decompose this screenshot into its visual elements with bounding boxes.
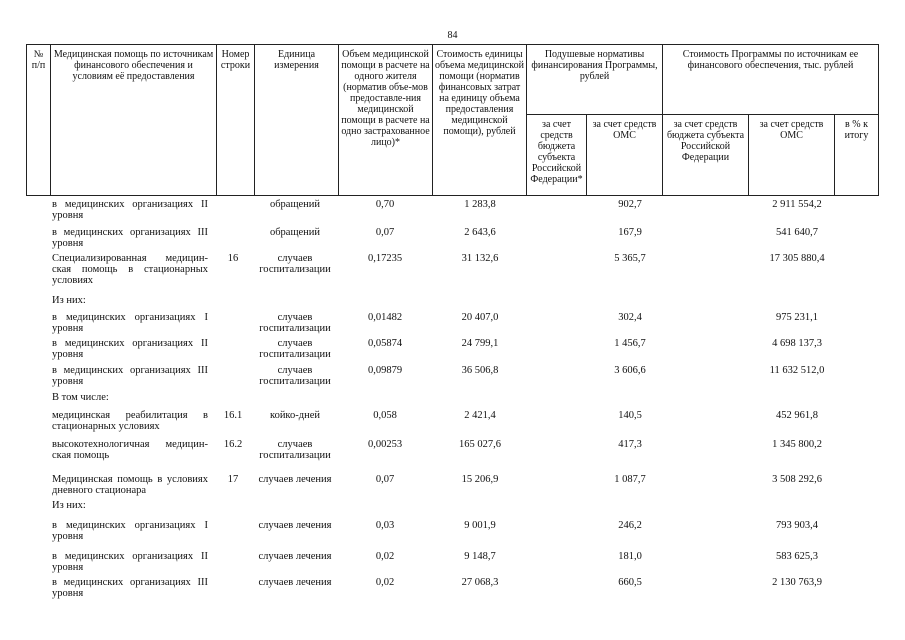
header-norms-oms: за счет средств ОМС xyxy=(587,115,663,196)
row-source-oms: 1 345 800,2 xyxy=(772,439,822,450)
row-name: в медицинских организациях II уровня xyxy=(52,199,208,221)
row-cost: 27 068,3 xyxy=(461,577,499,588)
header-norms-budget: за счет средств бюджета субъекта Российской Федерации* xyxy=(527,115,587,196)
row-cost: 15 206,9 xyxy=(461,474,499,485)
row-name: в медицинских организациях III уровня xyxy=(52,577,208,599)
row-name: в медицинских организациях II уровня xyxy=(52,551,208,573)
row-unit: случаев госпитализации xyxy=(259,365,331,387)
row-norm-oms: 5 365,7 xyxy=(614,253,646,264)
row-norm-oms: 302,4 xyxy=(618,312,642,323)
table-row xyxy=(0,439,905,469)
row-cost: 36 506,8 xyxy=(461,365,499,376)
row-number: 16.1 xyxy=(223,410,243,421)
row-norm-oms: 660,5 xyxy=(618,577,642,588)
row-norm-oms: 1 087,7 xyxy=(614,474,646,485)
row-unit: обращений xyxy=(269,199,321,210)
row-norm-oms: 140,5 xyxy=(618,410,642,421)
header-per-capita-norms: Подушевые нормативы финансирования Программы, рублей xyxy=(527,45,663,115)
row-source-oms: 2 911 554,2 xyxy=(772,199,822,210)
header-sources-oms: за счет средств ОМС xyxy=(749,115,835,196)
row-cost: 9 001,9 xyxy=(464,520,496,531)
row-volume: 0,00253 xyxy=(367,439,403,450)
header-care-type: Медицинская помощь по источникам финансового обеспечения и условиям её предоставления xyxy=(51,45,217,196)
row-volume: 0,03 xyxy=(375,520,395,531)
row-volume: 0,058 xyxy=(373,410,397,421)
row-cost: 20 407,0 xyxy=(461,312,499,323)
row-norm-oms: 167,9 xyxy=(618,227,642,238)
row-unit: случаев госпитализации xyxy=(259,439,331,461)
row-name: Из них: xyxy=(52,500,86,511)
row-volume: 0,02 xyxy=(375,577,395,588)
header-row-number: № п/п xyxy=(27,45,51,196)
row-norm-oms: 3 606,6 xyxy=(614,365,646,376)
row-norm-oms: 1 456,7 xyxy=(614,338,646,349)
row-cost: 24 799,1 xyxy=(461,338,499,349)
row-norm-oms: 417,3 xyxy=(618,439,642,450)
row-cost: 2 421,4 xyxy=(464,410,496,421)
row-source-oms: 975 231,1 xyxy=(776,312,818,323)
row-norm-oms: 181,0 xyxy=(618,551,642,562)
row-unit: случаев госпитализации xyxy=(259,338,331,360)
row-name: высокотехнологичная медицин-ская помощь xyxy=(52,439,208,461)
row-volume: 0,07 xyxy=(375,227,395,238)
row-unit: случаев госпитализации xyxy=(259,253,331,275)
table-row xyxy=(0,520,905,550)
row-name: в медицинских организациях II уровня xyxy=(52,338,208,360)
row-unit: случаев госпитализации xyxy=(259,312,331,334)
row-norm-oms: 246,2 xyxy=(618,520,642,531)
row-volume: 0,07 xyxy=(375,474,395,485)
row-volume: 0,01482 xyxy=(367,312,403,323)
table-row xyxy=(0,410,905,440)
header-unit: Единица измерения xyxy=(255,45,339,196)
row-source-oms: 583 625,3 xyxy=(776,551,818,562)
row-unit: случаев лечения xyxy=(258,551,332,562)
row-source-oms: 2 130 763,9 xyxy=(772,577,822,588)
header-program-cost: Стоимость Программы по источникам ее финансового обеспечения, тыс. рублей xyxy=(663,45,879,115)
header-volume: Объем медицинской помощи в расчете на одного жителя (норматив объе-мов предоставле-ния медицинской помощи в расчете на одно застрахованное лицо)* xyxy=(339,45,433,196)
row-name: Медицинская помощь в условиях дневного стационара xyxy=(52,474,208,496)
row-name: В том числе: xyxy=(52,392,109,403)
table-row xyxy=(0,577,905,607)
row-cost: 9 148,7 xyxy=(464,551,496,562)
row-name: в медицинских организациях III уровня xyxy=(52,365,208,387)
table-row xyxy=(0,253,905,286)
row-volume: 0,70 xyxy=(375,199,395,210)
row-unit: случаев лечения xyxy=(258,474,332,485)
page-number: 84 xyxy=(447,30,458,41)
row-unit: случаев лечения xyxy=(258,520,332,531)
row-name: в медицинских организациях III уровня xyxy=(52,227,208,249)
row-number: 16.2 xyxy=(223,439,243,450)
row-source-oms: 11 632 512,0 xyxy=(769,365,825,376)
table-row xyxy=(0,365,905,395)
row-name: в медицинских организациях I уровня xyxy=(52,520,208,542)
row-name: Из них: xyxy=(52,295,86,306)
row-cost: 31 132,6 xyxy=(461,253,499,264)
row-name: медицинская реабилитация в стационарных условиях xyxy=(52,410,208,432)
table-row xyxy=(0,338,905,368)
table-row xyxy=(0,199,905,229)
row-norm-oms: 902,7 xyxy=(618,199,642,210)
row-unit: обращений xyxy=(269,227,321,238)
header-line-number: Номер строки xyxy=(217,45,255,196)
row-number: 16 xyxy=(227,253,239,264)
table-header xyxy=(26,44,879,196)
row-source-oms: 541 640,7 xyxy=(776,227,818,238)
row-cost: 165 027,6 xyxy=(459,439,501,450)
row-unit: случаев лечения xyxy=(258,577,332,588)
row-volume: 0,02 xyxy=(375,551,395,562)
row-name: Специализированная медицин-ская помощь в стационарных условиях xyxy=(52,253,208,286)
row-source-oms: 793 903,4 xyxy=(776,520,818,531)
row-volume: 0,09879 xyxy=(367,365,403,376)
row-volume: 0,05874 xyxy=(367,338,403,349)
header-sources-percent: в % к итогу xyxy=(835,115,879,196)
row-name: в медицинских организациях I уровня xyxy=(52,312,208,334)
header-sources-budget: за счет средств бюджета субъекта Российской Федерации xyxy=(663,115,749,196)
row-unit: койко-дней xyxy=(270,410,320,421)
header-unit-cost: Стоимость единицы объема медицинской помощи (норматив финансовых затрат на единицу объема предоставления медицинской помощи), рублей xyxy=(433,45,527,196)
row-source-oms: 3 508 292,6 xyxy=(772,474,822,485)
row-cost: 1 283,8 xyxy=(464,199,496,210)
row-source-oms: 4 698 137,3 xyxy=(772,338,822,349)
row-number: 17 xyxy=(227,474,239,485)
row-source-oms: 17 305 880,4 xyxy=(769,253,825,264)
row-volume: 0,17235 xyxy=(367,253,403,264)
row-cost: 2 643,6 xyxy=(464,227,496,238)
row-source-oms: 452 961,8 xyxy=(776,410,818,421)
